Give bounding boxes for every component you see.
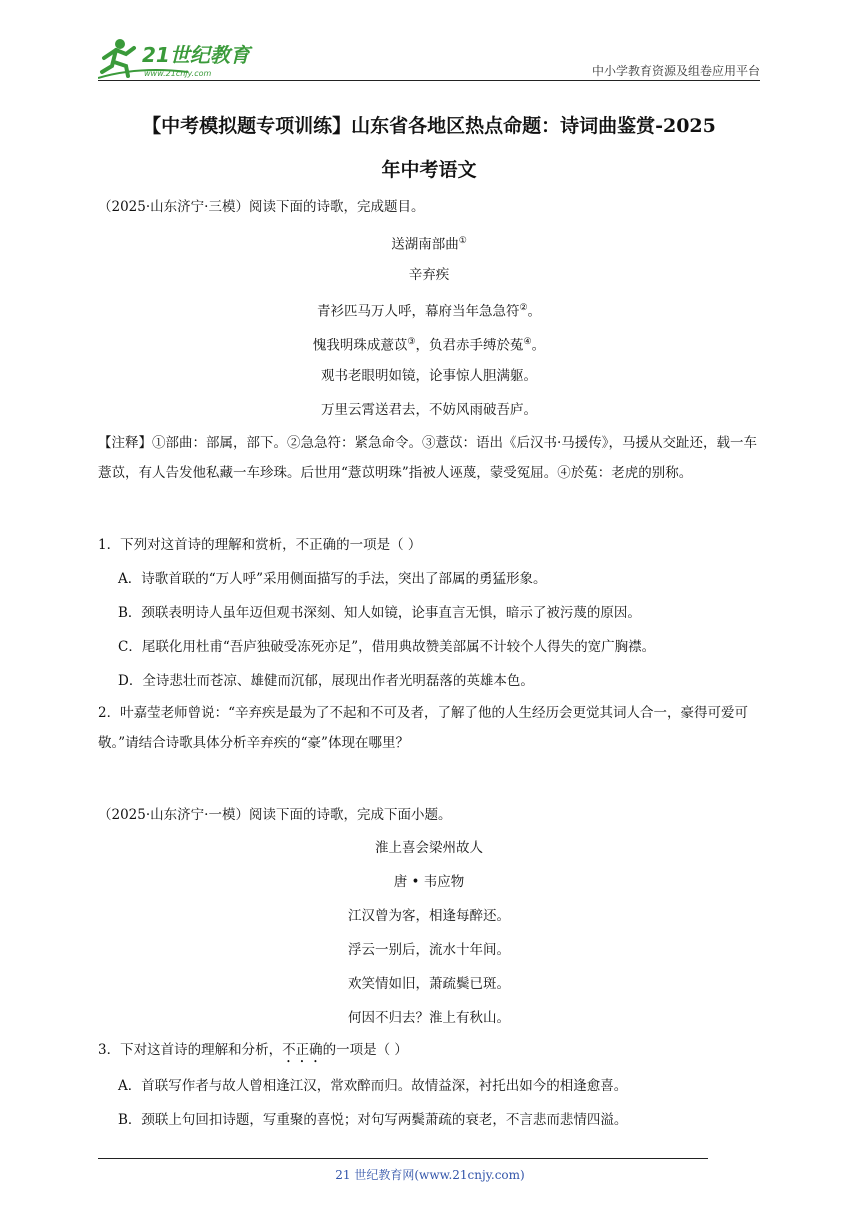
header-divider: [98, 80, 760, 81]
poem2-author: 唐 • 韦应物: [393, 874, 465, 890]
poem1-line-1: 青衫匹马万人呼，幕府当年急急符②。: [316, 303, 542, 320]
question-3-option-a: A．首联写作者与故人曾相逢江汉，常欢醉而归。故情益深，衬托出如今的相逢愈喜。: [118, 1078, 628, 1094]
question-1-option-d: D．全诗悲壮而苍凉、雄健而沉郁，展现出作者光明磊落的英雄本色。: [118, 673, 534, 689]
poem1-line-4: 万里云霄送君去，不妨风雨破吾庐。: [321, 402, 537, 418]
poem2-line-4: 何因不归去？淮上有秋山。: [348, 1010, 510, 1026]
footer-divider: [98, 1158, 708, 1159]
poem1-title: 送湖南部曲①: [391, 236, 467, 253]
poem2-title: 淮上喜会梁州故人: [375, 840, 483, 856]
poem1-line-3: 观书老眼明如镜，论事惊人胆满躯。: [321, 368, 537, 384]
poem2-line-1: 江汉曾为客，相逢每醉还。: [348, 908, 510, 924]
title-line-2: 年中考语文: [381, 159, 477, 181]
svg-text:21世纪教育: 21世纪教育: [142, 43, 250, 67]
question-3-option-b: B．颈联上句回扣诗题，写重聚的喜悦；对句写两鬓萧疏的衰老，不言悲而悲情四溢。: [118, 1112, 628, 1128]
question-3-stem: 3．下对这首诗的理解和分析，不正确的一项是（ ）: [98, 1042, 408, 1058]
poem1-line-2: 愧我明珠成薏苡③，负君赤手缚於菟④。: [312, 337, 546, 354]
page-header: [98, 36, 760, 82]
poem2-line-2: 浮云一别后，流水十年间。: [348, 942, 510, 958]
poem1-author: 辛弃疾: [408, 267, 450, 283]
section2-intro: （2025·山东济宁·一模）阅读下面的诗歌，完成下面小题。: [98, 807, 452, 823]
page-title: [98, 104, 760, 192]
question-1-option-c: C．尾联化用杜甫“吾庐独破受冻死亦足”，借用典故赞美部属不计较个人得失的宽广胸襟。: [118, 639, 656, 655]
header-platform-text: 中小学教育资源及组卷应用平台: [591, 64, 760, 78]
poem2-line-3: 欢笑情如旧，萧疏鬓已斑。: [348, 976, 510, 992]
footer-link[interactable]: 21 世纪教育网(www.21cnjy.com): [335, 1168, 525, 1182]
svg-text:www.21cnjy.com: www.21cnjy.com: [144, 69, 212, 78]
poem1-notes: 【注释】①部曲：部属，部下。②急急符：紧急命令。③薏苡：语出《后汉书·马援传》，马援从交趾还，载一车薏苡，有人告发他私藏一车珍珠。后世用“薏苡明珠”指被人诬蔑，蒙受冤屈。④於菟：老虎的别称。: [98, 435, 758, 481]
runner-logo-icon: [98, 36, 268, 80]
section1-intro: （2025·山东济宁·三模）阅读下面的诗歌，完成题目。: [98, 199, 425, 215]
question-1-stem: 1．下列对这首诗的理解和赏析，不正确的一项是（ ）: [98, 537, 422, 553]
question-1-option-a: A．诗歌首联的“万人呼”采用侧面描写的手法，突出了部属的勇猛形象。: [118, 571, 547, 587]
title-line-1: 【中考模拟题专项训练】山东省各地区热点命题：诗词曲鉴赏-2025: [142, 115, 716, 137]
logo: [98, 36, 268, 80]
question-2: 2．叶嘉莹老师曾说：“辛弃疾是最为了不起和不可及者，了解了他的人生经历会更觉其词人合一，豪得可爱可敬。”请结合诗歌具体分析辛弃疾的“豪”体现在哪里？: [98, 705, 748, 751]
question-1-option-b: B．颈联表明诗人虽年迈但观书深刻、知人如镜，论事直言无惧，暗示了被污蔑的原因。: [118, 605, 641, 621]
